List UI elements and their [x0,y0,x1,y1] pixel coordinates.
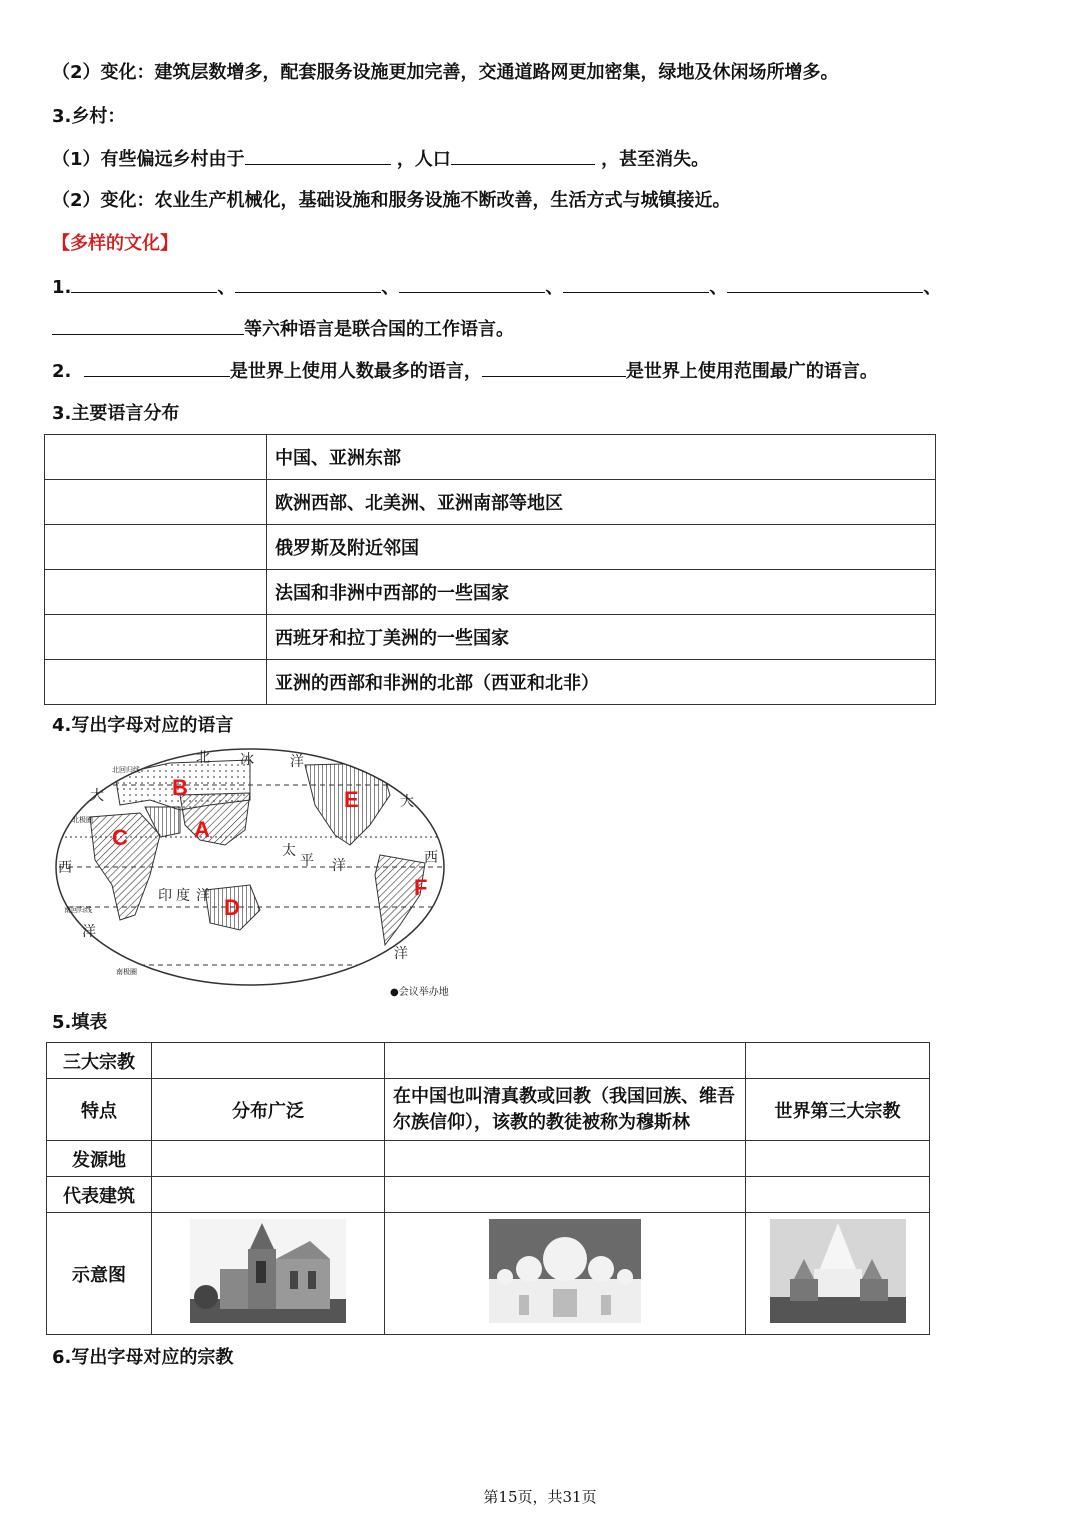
q2-number: 2. [52,361,72,382]
q2-mid: 是世界上使用人数最多的语言， [229,361,482,382]
village-q1-part-c: ，甚至消失。 [601,149,710,170]
village-q1 [52,146,709,173]
latitude-label: 南极圈 [116,968,137,976]
language-cell[interactable] [45,525,267,570]
language-blank-6[interactable] [52,316,244,335]
church-image [190,1219,346,1323]
ocean-char: 洋 [82,924,96,940]
table-row [45,660,936,705]
feature-cell: 分布广泛 [152,1079,385,1141]
map-letter-d: D [224,895,240,920]
q1-tail: 等六种语言是联合国的工作语言。 [244,319,514,340]
religion-name-cell[interactable] [152,1043,385,1079]
architecture-cell[interactable] [746,1177,930,1213]
q4-title: 4.写出字母对应的语言 [52,715,234,736]
ocean-char: 大 [90,788,104,804]
region-cell: 法国和非洲中西部的一些国家 [267,570,936,615]
feature-cell: 在中国也叫清真教或回教（我国回族、维吾尔族信仰），该教的教徒被称为穆斯林 [385,1079,746,1141]
language-blank-4[interactable] [563,274,709,293]
map-legend: ●会议举办地 [390,987,449,998]
separator: 、 [709,277,728,298]
map-letter-f: F [414,875,428,900]
table-row [47,1213,930,1335]
world-language-map [50,745,450,997]
village-q1-part-b: ，人口 [396,149,451,170]
map-letter-a: A [194,817,210,842]
origin-cell[interactable] [385,1141,746,1177]
ocean-char: 洋 [394,946,408,962]
religion-name-cell[interactable] [385,1043,746,1079]
world-map-graphic [50,745,450,997]
ocean-char: 洋 [196,888,210,904]
village-blank-2[interactable] [451,146,595,165]
ocean-char: 度 [176,888,190,904]
change-paragraph: （2）变化：建筑层数增多，配套服务设施更加完善，交通道路网更加密集，绿地及休闲场所增多。 [52,62,839,83]
illustration-cell [746,1213,930,1335]
village-q1-part-a: （1）有些偏远乡村由于 [52,149,245,170]
map-letter-b: B [172,775,188,800]
village-q2: （2）变化：农业生产机械化，基础设施和服务设施不断改善，生活方式与城镇接近。 [52,190,731,211]
map-letter-e: E [344,787,359,812]
row-header: 代表建筑 [47,1177,152,1213]
religion-table [46,1042,930,1335]
origin-cell[interactable] [746,1141,930,1177]
latitude-label: 北回归线 [112,766,140,774]
ocean-char: 太 [282,843,296,859]
table-row [47,1177,930,1213]
table-row [45,615,936,660]
table-row [47,1141,930,1177]
feature-cell: 世界第三大宗教 [746,1079,930,1141]
architecture-cell[interactable] [385,1177,746,1213]
table-row [45,570,936,615]
village-blank-1[interactable] [245,146,391,165]
row-header: 示意图 [47,1213,152,1335]
language-blank-3[interactable] [399,274,545,293]
q5-title: 5.填表 [52,1012,108,1033]
row-header: 特点 [47,1079,152,1141]
ocean-char: 平 [300,853,314,869]
language-blank-5[interactable] [727,274,923,293]
separator: 、 [217,277,236,298]
separator: 、 [923,277,942,298]
table-row [47,1043,930,1079]
ocean-char: 西 [424,850,438,866]
table-row [45,525,936,570]
table-row [47,1079,930,1141]
latitude-label: 南回归线 [64,906,92,914]
ocean-char: 北 [196,750,210,766]
ocean-char: 大 [400,794,414,810]
q1-line-2 [52,316,514,343]
region-cell: 中国、亚洲东部 [267,435,936,480]
q2-tail: 是世界上使用范围最广的语言。 [625,361,878,382]
q3-title: 3.主要语言分布 [52,403,180,424]
table-row [45,435,936,480]
q2-line [52,358,878,385]
region-cell: 俄罗斯及附近邻国 [267,525,936,570]
culture-heading: 【多样的文化】 [52,233,178,254]
row-header: 发源地 [47,1141,152,1177]
q1-number: 1. [52,277,72,298]
ocean-char: 洋 [290,754,304,770]
language-distribution-table [44,434,936,705]
q1-line-1 [52,274,941,301]
region-cell: 亚洲的西部和非洲的北部（西亚和北非） [267,660,936,705]
page-footer: 第15页，共31页 [483,1488,597,1506]
ocean-char: 洋 [332,858,346,874]
most-speakers-blank[interactable] [84,358,230,377]
village-title: 3.乡村： [52,106,126,127]
language-cell[interactable] [45,615,267,660]
map-letter-c: C [112,825,128,850]
language-cell[interactable] [45,480,267,525]
illustration-cell [385,1213,746,1335]
architecture-cell[interactable] [152,1177,385,1213]
table-row [45,480,936,525]
separator: 、 [381,277,400,298]
widest-range-blank[interactable] [482,358,626,377]
origin-cell[interactable] [152,1141,385,1177]
religion-name-cell[interactable] [746,1043,930,1079]
language-cell[interactable] [45,660,267,705]
ocean-char: 西 [58,860,72,876]
language-cell[interactable] [45,435,267,480]
language-cell[interactable] [45,570,267,615]
region-cell: 西班牙和拉丁美洲的一些国家 [267,615,936,660]
language-blank-2[interactable] [235,274,381,293]
row-header: 三大宗教 [47,1043,152,1079]
mosque-image [489,1219,641,1323]
latitude-label: 北极圈 [72,816,93,824]
illustration-cell [152,1213,385,1335]
q6-title: 6.写出字母对应的宗教 [52,1347,234,1368]
ocean-char: 冰 [240,752,254,768]
region-cell: 欧洲西部、北美洲、亚洲南部等地区 [267,480,936,525]
pagoda-image [770,1219,906,1323]
separator: 、 [545,277,564,298]
ocean-char: 印 [158,888,172,904]
language-blank-1[interactable] [71,274,217,293]
